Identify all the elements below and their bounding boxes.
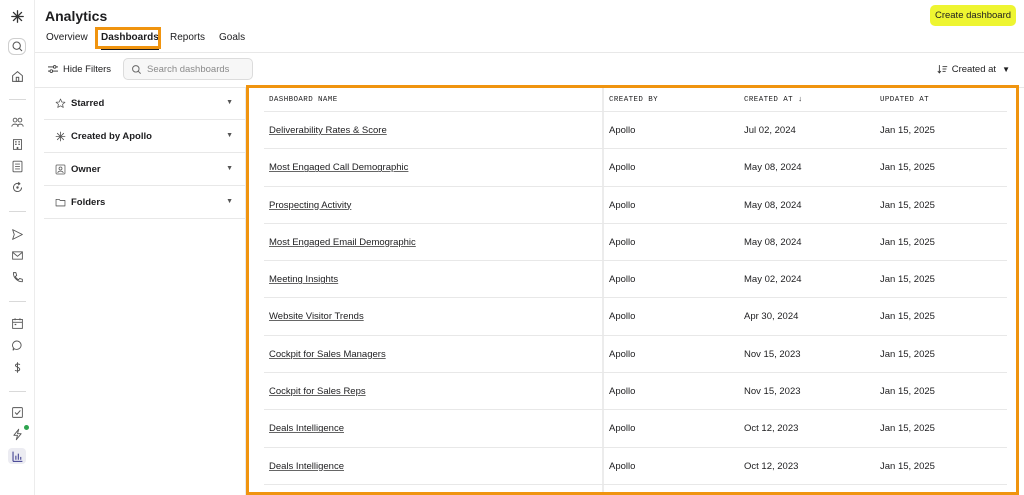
updated-at-cell: Jan 15, 2025 bbox=[880, 236, 935, 248]
search-dashboards-input[interactable] bbox=[147, 64, 247, 75]
updated-at-cell: Jan 15, 2025 bbox=[880, 274, 935, 286]
page-title: Analytics bbox=[45, 8, 108, 24]
created-by-cell: Apollo bbox=[609, 274, 636, 286]
tab-dashboards[interactable]: Dashboards bbox=[101, 26, 159, 50]
table-row[interactable] bbox=[264, 112, 1007, 149]
create-dashboard-button[interactable]: Create dashboard bbox=[930, 5, 1016, 26]
filter-label: Owner bbox=[71, 163, 101, 175]
home-icon[interactable] bbox=[8, 68, 26, 84]
created-at-cell: May 08, 2024 bbox=[744, 199, 802, 211]
sort-icon bbox=[937, 64, 948, 74]
dashboard-name-link[interactable]: Deals Intelligence bbox=[269, 423, 344, 435]
dashboard-name-link[interactable]: Most Engaged Email Demographic bbox=[269, 236, 416, 248]
icon-rail bbox=[0, 0, 35, 495]
sort-label: Created at bbox=[951, 63, 997, 75]
rail-divider bbox=[9, 391, 26, 392]
dashboard-name-link[interactable]: Most Engaged Call Demographic bbox=[269, 162, 409, 174]
folder-icon bbox=[54, 196, 66, 208]
star-icon bbox=[54, 97, 66, 109]
header-divider bbox=[35, 52, 1024, 53]
chevron-down-icon[interactable]: ▼ bbox=[226, 132, 233, 139]
filter-label: Created by Apollo bbox=[71, 130, 152, 142]
chart-icon[interactable] bbox=[8, 448, 26, 464]
hide-filters-button[interactable] bbox=[47, 61, 111, 77]
table-row[interactable] bbox=[264, 336, 1007, 373]
created-at-cell: May 08, 2024 bbox=[744, 236, 802, 248]
dashboard-name-link[interactable]: Meeting Insights bbox=[269, 274, 339, 286]
tab-reports[interactable]: Reports bbox=[170, 32, 206, 43]
created-at-cell: Oct 12, 2023 bbox=[744, 460, 799, 472]
refresh-icon[interactable] bbox=[8, 179, 26, 195]
people-icon[interactable] bbox=[8, 114, 26, 130]
filter-toggle-icon bbox=[47, 64, 59, 74]
updated-at-cell: Jan 15, 2025 bbox=[880, 199, 935, 211]
filter-starred[interactable] bbox=[44, 87, 245, 120]
tab-goals[interactable]: Goals bbox=[219, 32, 246, 43]
rail-divider bbox=[9, 99, 26, 100]
column-header-created-at[interactable] bbox=[744, 96, 803, 104]
table-row[interactable] bbox=[264, 410, 1007, 447]
column-header-name[interactable]: DASHBOARD NAME bbox=[269, 96, 338, 104]
created-by-cell: Apollo bbox=[609, 125, 636, 136]
dashboard-name-link[interactable]: Website Visitor Trends bbox=[269, 311, 364, 323]
dashboards-table bbox=[264, 88, 1007, 485]
rail-divider bbox=[9, 211, 26, 212]
filter-label: Starred bbox=[71, 97, 105, 109]
filter-label: Folders bbox=[71, 196, 106, 208]
apollo-icon bbox=[54, 130, 66, 142]
created-by-cell: Apollo bbox=[609, 236, 636, 248]
table-body bbox=[264, 112, 1007, 485]
created-at-cell: Jul 02, 2024 bbox=[744, 125, 796, 136]
created-at-cell: Oct 12, 2023 bbox=[744, 423, 799, 435]
table-row[interactable] bbox=[264, 448, 1007, 485]
updated-at-cell: Jan 15, 2025 bbox=[880, 423, 935, 435]
column-header-updated-at[interactable]: UPDATED AT bbox=[880, 96, 930, 104]
dollar-icon[interactable] bbox=[8, 359, 26, 375]
dashboard-name-link[interactable]: Cockpit for Sales Reps bbox=[269, 386, 366, 398]
updated-at-cell: Jan 15, 2025 bbox=[880, 162, 935, 174]
table-header bbox=[264, 88, 1007, 112]
table-row[interactable] bbox=[264, 261, 1007, 298]
created-at-cell: May 08, 2024 bbox=[744, 162, 802, 174]
person-icon bbox=[54, 163, 66, 175]
updated-at-cell: Jan 15, 2025 bbox=[880, 311, 935, 323]
filter-folders[interactable] bbox=[44, 186, 245, 219]
created-by-cell: Apollo bbox=[609, 199, 636, 211]
search-icon bbox=[131, 64, 142, 75]
dashboard-name-link[interactable]: Prospecting Activity bbox=[269, 199, 352, 211]
column-header-created-by[interactable]: CREATED BY bbox=[609, 96, 659, 104]
updated-at-cell: Jan 15, 2025 bbox=[880, 460, 935, 472]
updated-at-cell: Jan 15, 2025 bbox=[880, 348, 935, 360]
table-row[interactable] bbox=[264, 149, 1007, 186]
chevron-down-icon[interactable]: ▼ bbox=[226, 165, 233, 172]
created-by-cell: Apollo bbox=[609, 311, 636, 323]
checkbox-icon[interactable] bbox=[8, 404, 26, 420]
sort-dropdown[interactable] bbox=[937, 61, 1010, 77]
tab-overview[interactable]: Overview bbox=[46, 32, 88, 43]
created-at-cell: Apr 30, 2024 bbox=[744, 311, 799, 323]
hide-filters-label: Hide Filters bbox=[63, 63, 112, 75]
mail-icon[interactable] bbox=[8, 247, 26, 263]
table-row[interactable] bbox=[264, 187, 1007, 224]
chat-icon[interactable] bbox=[8, 337, 26, 353]
status-dot bbox=[24, 425, 29, 430]
rail-divider bbox=[9, 301, 26, 302]
created-at-cell: Nov 15, 2023 bbox=[744, 348, 801, 360]
filter-owner[interactable] bbox=[44, 153, 245, 186]
phone-icon[interactable] bbox=[8, 269, 26, 285]
table-row[interactable] bbox=[264, 224, 1007, 261]
chevron-down-icon[interactable]: ▼ bbox=[226, 198, 233, 205]
table-row[interactable] bbox=[264, 298, 1007, 335]
updated-at-cell: Jan 15, 2025 bbox=[880, 386, 935, 398]
dashboard-name-link[interactable]: Cockpit for Sales Managers bbox=[269, 348, 386, 360]
filters-panel bbox=[44, 87, 245, 219]
created-by-cell: Apollo bbox=[609, 348, 636, 360]
table-row[interactable] bbox=[264, 373, 1007, 410]
filters-divider bbox=[245, 87, 246, 495]
send-icon[interactable] bbox=[8, 226, 26, 242]
created-by-cell: Apollo bbox=[609, 162, 636, 174]
apollo-logo-icon[interactable] bbox=[8, 8, 26, 24]
created-by-cell: Apollo bbox=[609, 386, 636, 398]
search-dashboards-box[interactable] bbox=[123, 58, 253, 80]
calendar-icon[interactable] bbox=[8, 315, 26, 331]
building-icon[interactable] bbox=[8, 136, 26, 152]
filter-created-by-apollo[interactable] bbox=[44, 120, 245, 153]
updated-at-cell: Jan 15, 2025 bbox=[880, 125, 935, 136]
created-at-cell: May 02, 2024 bbox=[744, 274, 802, 286]
created-by-cell: Apollo bbox=[609, 460, 636, 472]
chevron-down-icon[interactable]: ▼ bbox=[226, 99, 233, 106]
chevron-down-icon: ▼ bbox=[1002, 64, 1010, 74]
dashboard-name-link[interactable]: Deliverability Rates & Score bbox=[269, 125, 387, 136]
search-icon[interactable] bbox=[8, 38, 26, 55]
created-at-cell: Nov 15, 2023 bbox=[744, 386, 801, 398]
list-icon[interactable] bbox=[8, 158, 26, 174]
column-header-label: CREATED AT bbox=[744, 96, 794, 104]
dashboard-name-link[interactable]: Deals Intelligence bbox=[269, 460, 344, 472]
created-by-cell: Apollo bbox=[609, 423, 636, 435]
sort-arrow-icon: ↓ bbox=[797, 96, 803, 104]
